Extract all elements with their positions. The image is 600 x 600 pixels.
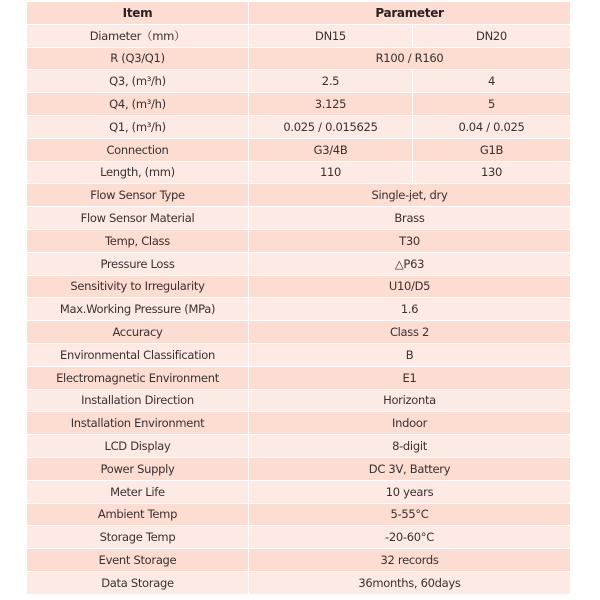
- row-value: U10/D5: [249, 276, 570, 299]
- row-value: Class 2: [249, 321, 570, 344]
- row-item-label: Ambient Temp: [27, 504, 249, 527]
- row-item-label: Temp, Class: [27, 230, 249, 253]
- row-item-label: Power Supply: [27, 458, 249, 481]
- row-item-label: Q3, (m³/h): [27, 70, 249, 93]
- row-value-dn20: 130: [413, 162, 570, 185]
- table-row: [27, 481, 570, 504]
- row-item-label: Length, (mm): [27, 162, 249, 185]
- row-value-dn15: 0.025 / 0.015625: [249, 116, 413, 139]
- row-item-label: Installation Environment: [27, 412, 249, 435]
- row-value: Horizonta: [249, 390, 570, 413]
- row-item-label: R (Q3/Q1): [27, 48, 249, 71]
- table-row: [27, 367, 570, 390]
- row-value: 36months, 60days: [249, 572, 570, 595]
- row-value: 8-digit: [249, 435, 570, 458]
- table-row: [27, 276, 570, 299]
- table-row: [27, 230, 570, 253]
- row-item-label: Q4, (m³/h): [27, 93, 249, 116]
- table-row: [27, 162, 570, 185]
- header-parameter: Parameter: [249, 2, 570, 25]
- row-value: 1.6: [249, 298, 570, 321]
- table-row: [27, 572, 570, 595]
- table-row: [27, 321, 570, 344]
- table-row: [27, 48, 570, 71]
- row-value: Single-jet, dry: [249, 184, 570, 207]
- row-item-label: Data Storage: [27, 572, 249, 595]
- row-value-dn20: 0.04 / 0.025: [413, 116, 570, 139]
- table-row: [27, 93, 570, 116]
- row-item-label: Storage Temp: [27, 526, 249, 549]
- row-value-dn15: G3/4B: [249, 139, 413, 162]
- row-value-dn15: 110: [249, 162, 413, 185]
- row-value: -20-60°C: [249, 526, 570, 549]
- row-value-dn20: 4: [413, 70, 570, 93]
- table-row: [27, 549, 570, 572]
- row-item-label: Accuracy: [27, 321, 249, 344]
- table-row: [27, 253, 570, 276]
- row-item-label: LCD Display: [27, 435, 249, 458]
- table-row: [27, 139, 570, 162]
- header-item: Item: [27, 2, 249, 25]
- table-row: [27, 207, 570, 230]
- table-row: [27, 116, 570, 139]
- row-item-label: Meter Life: [27, 481, 249, 504]
- row-value-dn20: G1B: [413, 139, 570, 162]
- row-item-label: Environmental Classification: [27, 344, 249, 367]
- row-value: DC 3V, Battery: [249, 458, 570, 481]
- row-value: Brass: [249, 207, 570, 230]
- table-row: [27, 70, 570, 93]
- table-row: [27, 504, 570, 527]
- table-row: [27, 184, 570, 207]
- row-value-dn20: DN20: [413, 25, 570, 48]
- row-item-label: Event Storage: [27, 549, 249, 572]
- row-value: 32 records: [249, 549, 570, 572]
- row-item-label: Pressure Loss: [27, 253, 249, 276]
- table-row: [27, 25, 570, 48]
- row-value-dn15: 3.125: [249, 93, 413, 116]
- table-row: [27, 344, 570, 367]
- spec-table: [27, 2, 570, 595]
- row-item-label: Flow Sensor Material: [27, 207, 249, 230]
- table-row: [27, 390, 570, 413]
- table-row: [27, 435, 570, 458]
- row-value-dn15: DN15: [249, 25, 413, 48]
- row-value: R100 / R160: [249, 48, 570, 71]
- row-value: B: [249, 344, 570, 367]
- row-item-label: Connection: [27, 139, 249, 162]
- row-value: △P63: [249, 253, 570, 276]
- row-value-dn20: 5: [413, 93, 570, 116]
- header-row: [27, 2, 570, 25]
- table-row: [27, 298, 570, 321]
- row-value: T30: [249, 230, 570, 253]
- row-value: 10 years: [249, 481, 570, 504]
- row-item-label: Sensitivity to Irregularity: [27, 276, 249, 299]
- row-item-label: Q1, (m³/h): [27, 116, 249, 139]
- table-row: [27, 412, 570, 435]
- row-item-label: Diameter（mm）: [27, 25, 249, 48]
- row-item-label: Max.Working Pressure (MPa): [27, 298, 249, 321]
- table-row: [27, 526, 570, 549]
- table-row: [27, 458, 570, 481]
- row-value: Indoor: [249, 412, 570, 435]
- row-value: 5-55°C: [249, 504, 570, 527]
- row-item-label: Flow Sensor Type: [27, 184, 249, 207]
- row-item-label: Installation Direction: [27, 390, 249, 413]
- row-item-label: Electromagnetic Environment: [27, 367, 249, 390]
- spec-table-body: [27, 2, 570, 595]
- row-value-dn15: 2.5: [249, 70, 413, 93]
- row-value: E1: [249, 367, 570, 390]
